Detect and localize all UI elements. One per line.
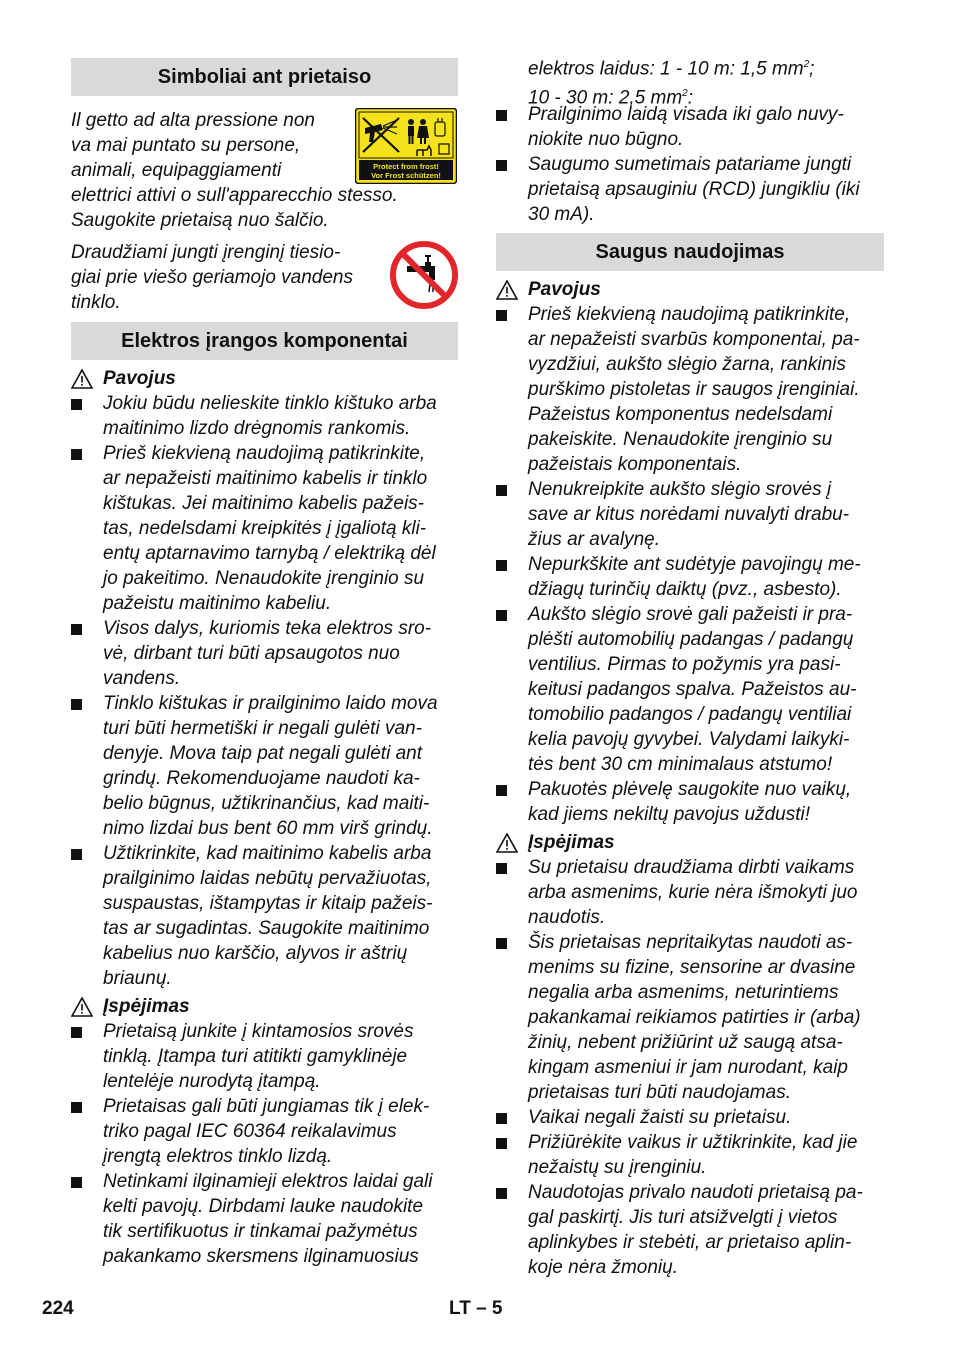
bullet-icon bbox=[496, 110, 507, 121]
text-line: giai prie viešo geriamojo vandens bbox=[71, 267, 353, 288]
text-line: lentelėje nurodytą įtampą. bbox=[103, 1071, 321, 1092]
list-item bbox=[496, 552, 891, 602]
text-line: Prietaisą junkite į kintamosios srovės bbox=[103, 1021, 414, 1042]
danger-label-text: Pavojus bbox=[528, 279, 601, 300]
text-line: negalia arba asmenims, neturintiems bbox=[528, 982, 839, 1003]
text-line: pakankamai reikiamos patirties ir (arba) bbox=[528, 1007, 861, 1028]
warning-label bbox=[496, 830, 615, 855]
text-line: Vaikai negali žaisti su prietaisu. bbox=[528, 1107, 792, 1128]
section-heading-electrical: Elektros įrangos komponentai bbox=[71, 322, 458, 360]
text-line: Užtikrinkite, kad maitinimo kabelis arba bbox=[103, 843, 432, 864]
text-line: Netinkami ilginamieji elektros laidai gali bbox=[103, 1171, 433, 1192]
list-item bbox=[71, 441, 466, 616]
language-page-label: LT – 5 bbox=[449, 1298, 503, 1319]
warning-label bbox=[71, 994, 190, 1019]
text-line bbox=[528, 52, 888, 81]
text-line: nimo lizdai bus bent 60 mm virš grindų. bbox=[103, 818, 433, 839]
text-line: denyje. Mova taip pat negali gulėti ant bbox=[103, 743, 422, 764]
danger-list bbox=[71, 391, 466, 991]
superscript: 2 bbox=[682, 88, 688, 100]
text-line: Nepurkškite ant sudėtyje pavojingų me- bbox=[528, 554, 861, 575]
text-line: Jokiu būdu nelieskite tinklo kištuko arba bbox=[103, 393, 437, 414]
bullet-icon bbox=[496, 610, 507, 621]
text-line: Tinklo kištukas ir prailginimo laido mova bbox=[103, 693, 438, 714]
text-line: Il getto ad alta pressione non bbox=[71, 110, 316, 131]
list-item bbox=[496, 1130, 891, 1180]
text-line: Saugumo sumetimais patariame jungti bbox=[528, 154, 852, 175]
symbol-water-text bbox=[71, 240, 371, 315]
list-item bbox=[496, 1180, 891, 1280]
text-line: pažeistais komponentais. bbox=[528, 454, 742, 475]
list-item bbox=[71, 691, 466, 841]
text-line: Prieš kiekvieną naudojimą patikrinkite, bbox=[528, 304, 851, 325]
text-line: triko pagal IEC 60364 reikalavimus bbox=[103, 1121, 397, 1142]
text-line: Naudotojas privalo naudoti prietaisą pa- bbox=[528, 1182, 863, 1203]
list-item bbox=[496, 930, 891, 1105]
text-line: Visos dalys, kuriomis teka elektros sro- bbox=[103, 618, 432, 639]
bullet-icon bbox=[71, 1027, 82, 1038]
list-item bbox=[496, 602, 891, 777]
danger-label bbox=[71, 366, 176, 391]
text-line: pažeistu maitinimo kabeliu. bbox=[103, 593, 332, 614]
bullet-icon bbox=[71, 399, 82, 410]
text-line: kelia pavojų gyvybei. Valydami laikyki- bbox=[528, 729, 850, 750]
list-item bbox=[71, 1169, 466, 1269]
bullet-icon bbox=[496, 310, 507, 321]
text-line: kabelius nuo karščio, alyvos ir aštrių bbox=[103, 943, 408, 964]
text-line: elettrici attivi o sull'apparecchio stesso. bbox=[71, 185, 398, 206]
bullet-icon bbox=[496, 560, 507, 571]
text-line: Nenukreipkite aukšto slėgio srovės į bbox=[528, 479, 832, 500]
cable-list bbox=[496, 102, 891, 227]
text-line: įrengtą elektros tinklo lizdą. bbox=[103, 1146, 333, 1167]
text-line: menims su fizine, sensorine ar dvasine bbox=[528, 957, 856, 978]
text-line: Pažeistus komponentus nedelsdami bbox=[528, 404, 833, 425]
text-line: nežaistų su įrenginiu. bbox=[528, 1157, 707, 1178]
text-line: tik sertifikuotus ir tinkamai pažymėtus bbox=[103, 1221, 418, 1242]
text-line: kingam asmeniui ir jam nurodant, kaip bbox=[528, 1057, 848, 1078]
text-line: tinklą. Įtampa turi atitikti gamyklinėje bbox=[103, 1046, 408, 1067]
text-line: tinklo. bbox=[71, 292, 121, 313]
text-line: tas, nedelsdami kreipkitės į įgaliotą kli- bbox=[103, 518, 427, 539]
text-line: Draudžiami jungti įrenginį tiesio- bbox=[71, 242, 341, 263]
text-line: prietaisas turi būti naudojamas. bbox=[528, 1082, 791, 1103]
text-line: turi būti hermetiški ir negali gulėti van- bbox=[103, 718, 422, 739]
bullet-icon bbox=[496, 485, 507, 496]
text-line: Prietaisas gali būti jungiamas tik į elek- bbox=[103, 1096, 430, 1117]
list-item bbox=[496, 477, 891, 552]
no-drinking-water-connection-icon bbox=[389, 240, 459, 310]
text-line: arba asmenims, kurie nėra išmokyti juo bbox=[528, 882, 858, 903]
text-line: kad jiems nekiltų pavojus uždusti! bbox=[528, 804, 810, 825]
text-line: Prieš kiekvieną naudojimą patikrinkite, bbox=[103, 443, 426, 464]
text-line: Prailginimo laidą visada iki galo nuvy- bbox=[528, 104, 844, 125]
text-line: tas ar sugadintas. Saugokite maitinimo bbox=[103, 918, 430, 939]
text-line: plėšti automobilių padangas / padangų bbox=[528, 629, 854, 650]
text-line: Pakuotės plėvelę saugokite nuo vaikų, bbox=[528, 779, 852, 800]
text-line: briaunų. bbox=[103, 968, 172, 989]
text-line: gal paskirtį. Jis turi atsižvelgti į vietos bbox=[528, 1207, 838, 1228]
sticker-text-line1: Protect from frost! bbox=[373, 162, 439, 171]
text-line: kelti pavojų. Dirbdami lauke naudokite bbox=[103, 1196, 424, 1217]
text-line: niokite nuo būgno. bbox=[528, 129, 684, 150]
bullet-icon bbox=[496, 863, 507, 874]
text-line: Šis prietaisas nepritaikytas naudoti as- bbox=[528, 932, 853, 953]
text-line: žius ar avalynę. bbox=[528, 529, 661, 550]
list-item bbox=[71, 1094, 466, 1169]
text-line: keitusi padangos spalva. Pažeistos au- bbox=[528, 679, 857, 700]
text-line: vė, dirbant turi būti apsaugotos nuo bbox=[103, 643, 400, 664]
text-line: žinių, nebent prižiūrint už saugą atsa- bbox=[528, 1032, 843, 1053]
danger-label bbox=[496, 277, 601, 302]
sticker-text-line2: Vor Frost schützen! bbox=[371, 171, 441, 180]
text-line: kištukas. Jei maitinimo kabelis pažeis- bbox=[103, 493, 425, 514]
warning-label-text: Įspėjimas bbox=[528, 832, 615, 853]
bullet-icon bbox=[496, 1138, 507, 1149]
safe-use-warning-list bbox=[496, 855, 891, 1280]
text-line: džiagų turinčių daiktų (pvz., asbesto). bbox=[528, 579, 842, 600]
warning-triangle-icon bbox=[71, 997, 93, 1017]
text-line: naudotis. bbox=[528, 907, 606, 928]
text-line: vyzdžiui, aukšto slėgio žarna, rankinis bbox=[528, 354, 846, 375]
text-line: entų aptarnavimo tarnybą / elektriką dėl bbox=[103, 543, 436, 564]
text-span: 10 - 30 m: 2,5 mm bbox=[528, 87, 683, 109]
text-line: vandens. bbox=[103, 668, 181, 689]
list-item bbox=[71, 391, 466, 441]
safe-use-danger-list bbox=[496, 302, 891, 827]
section-heading-safe-use: Saugus naudojimas bbox=[496, 233, 884, 271]
bullet-icon bbox=[496, 1113, 507, 1124]
text-line: belio būgnus, užtikrinančius, kad maiti- bbox=[103, 793, 430, 814]
list-item bbox=[496, 777, 891, 827]
bullet-icon bbox=[71, 624, 82, 635]
text-line: ar nepažeisti maitinimo kabelis ir tinklo bbox=[103, 468, 428, 489]
text-line: Su prietaisu draudžiama dirbti vaikams bbox=[528, 857, 855, 878]
list-item bbox=[496, 302, 891, 477]
text-span: : bbox=[687, 87, 694, 109]
bullet-icon bbox=[71, 849, 82, 860]
warning-triangle-icon bbox=[496, 280, 518, 300]
list-item bbox=[496, 102, 891, 152]
danger-label-text: Pavojus bbox=[103, 368, 176, 389]
warning-triangle-icon bbox=[496, 833, 518, 853]
no-spray-frost-sticker-icon bbox=[355, 108, 457, 184]
text-line: prailginimo laidas nebūtų pervažiuotas, bbox=[103, 868, 432, 889]
warning-triangle-icon bbox=[71, 369, 93, 389]
warning-list bbox=[71, 1019, 466, 1269]
list-item bbox=[496, 855, 891, 930]
text-line: purškimo pistoletas ir saugos įrenginiai. bbox=[528, 379, 860, 400]
text-line: Saugokite prietaisą nuo šalčio. bbox=[71, 210, 329, 231]
text-line: suspaustas, ištampytas ir kitaip pažeis- bbox=[103, 893, 433, 914]
bullet-icon bbox=[71, 699, 82, 710]
bullet-icon bbox=[71, 449, 82, 460]
text-line: save ar kitus norėdami nuvalyti drabu- bbox=[528, 504, 850, 525]
text-line: grindų. Rekomenduojame naudoti ka- bbox=[103, 768, 420, 789]
bullet-icon bbox=[496, 160, 507, 171]
text-line: va mai puntato su persone, bbox=[71, 135, 301, 156]
text-line: jo pakeitimo. Nenaudokite įrenginio su bbox=[103, 568, 425, 589]
page-number: 224 bbox=[42, 1298, 74, 1319]
text-line: prietaisą apsauginiu (RCD) jungikliu (iki bbox=[528, 179, 860, 200]
text-line: Prižiūrėkite vaikus ir užtikrinkite, kad jie bbox=[528, 1132, 858, 1153]
text-line: ar nepažeisti svarbūs komponentai, pa- bbox=[528, 329, 860, 350]
bullet-icon bbox=[496, 785, 507, 796]
bullet-icon bbox=[71, 1177, 82, 1188]
text-line: maitinimo lizdo drėgnomis rankomis. bbox=[103, 418, 411, 439]
text-line: ventilius. Pirmas to požymis yra pasi- bbox=[528, 654, 841, 675]
bullet-icon bbox=[496, 1188, 507, 1199]
bullet-icon bbox=[71, 1102, 82, 1113]
warning-label-text: Įspėjimas bbox=[103, 996, 190, 1017]
list-item bbox=[71, 616, 466, 691]
text-span: ; bbox=[809, 58, 815, 80]
text-line: tomobilio padangos / padangų ventiliai bbox=[528, 704, 852, 725]
list-item bbox=[71, 841, 466, 991]
text-line: tės bent 30 cm minimalaus atstumo! bbox=[528, 754, 833, 775]
text-span: elektros laidus: 1 - 10 m: 1,5 mm bbox=[528, 58, 804, 80]
text-line: aplinkybes ir stebėti, ar prietaiso aplin- bbox=[528, 1232, 852, 1253]
text-line: animali, equipaggiamenti bbox=[71, 160, 282, 181]
text-line: Aukšto slėgio srovė gali pažeisti ir pra- bbox=[528, 604, 853, 625]
section-heading-symbols: Simboliai ant prietaiso bbox=[71, 58, 458, 96]
list-item bbox=[496, 152, 891, 227]
text-line: pakeiskite. Nenaudokite įrenginio su bbox=[528, 429, 833, 450]
text-line: koje nėra žmonių. bbox=[528, 1257, 678, 1278]
list-item bbox=[496, 1105, 891, 1130]
text-line: pakankamo skersmens ilginamuosius bbox=[103, 1246, 419, 1267]
text-line: 30 mA). bbox=[528, 204, 595, 225]
superscript: 2 bbox=[803, 59, 810, 70]
bullet-icon bbox=[496, 938, 507, 949]
list-item bbox=[71, 1019, 466, 1094]
